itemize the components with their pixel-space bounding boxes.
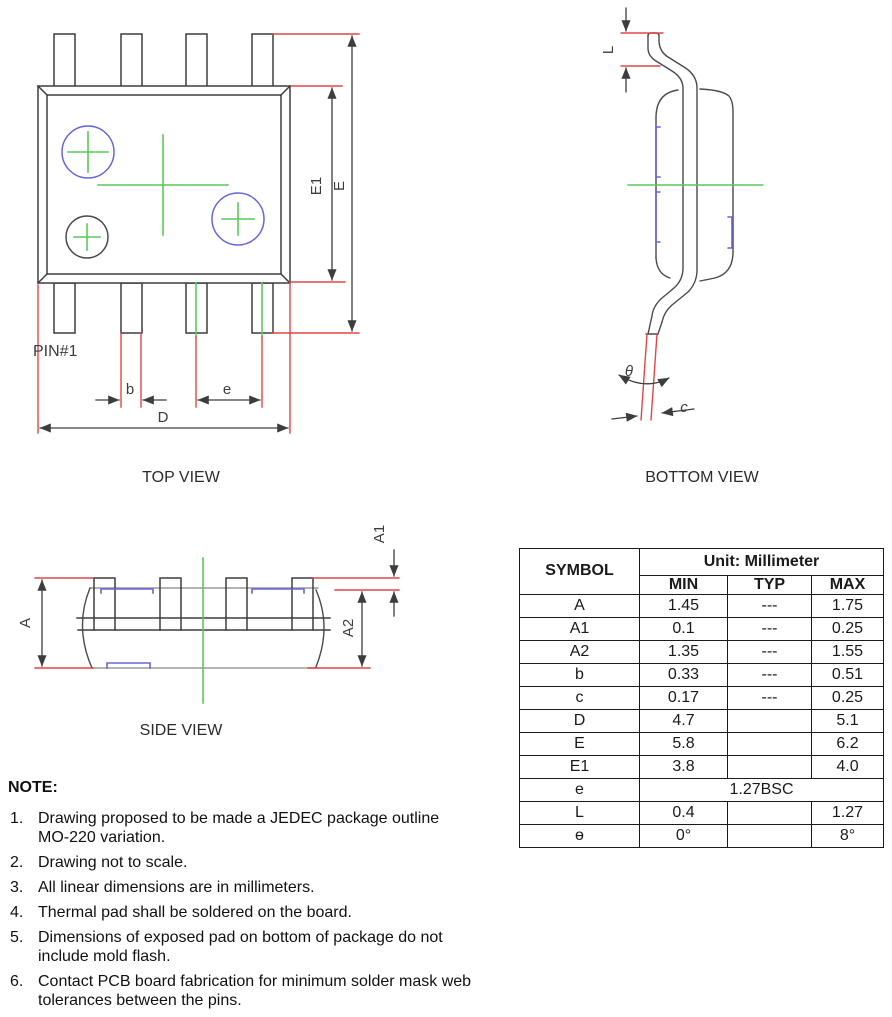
max-cell: 6.2 <box>812 733 884 756</box>
min-cell: 0° <box>640 825 728 848</box>
note-number: 2. <box>10 854 24 871</box>
min-cell: 0.17 <box>640 687 728 710</box>
note-number: 3. <box>10 879 24 896</box>
symbol-cell: e <box>520 779 640 802</box>
max-cell: 5.1 <box>812 710 884 733</box>
max-cell: 0.51 <box>812 664 884 687</box>
min-cell: 0.1 <box>640 618 728 641</box>
typ-cell <box>728 802 812 825</box>
note-item <box>8 928 473 966</box>
table-row <box>520 595 884 618</box>
note-text: Contact PCB board fabrication for minimum solder mask web tolerances between the pins. <box>38 973 472 1009</box>
min-cell: 4.7 <box>640 710 728 733</box>
min-cell: 1.35 <box>640 641 728 664</box>
table-row <box>520 664 884 687</box>
min-cell: 5.8 <box>640 733 728 756</box>
dim-label-A1: A1 <box>371 524 388 544</box>
typ-cell: --- <box>728 664 812 687</box>
typ-cell: --- <box>728 618 812 641</box>
bottom-view-drawing <box>600 8 763 420</box>
symbol-cell: A <box>520 595 640 618</box>
side-view-body-edges <box>90 588 318 668</box>
dim-label-L: L <box>600 45 617 55</box>
table-header-typ: TYP <box>728 576 812 595</box>
table-row <box>520 825 884 848</box>
symbol-cell: A2 <box>520 641 640 664</box>
max-cell: 1.55 <box>812 641 884 664</box>
top-view-pins-bottom <box>54 283 273 333</box>
table-row-e-pitch <box>520 779 884 802</box>
symbol-cell: E <box>520 733 640 756</box>
note-number: 1. <box>10 810 24 827</box>
note-text: Dimensions of exposed pad on bottom of package do not include mold flash. <box>38 929 443 965</box>
gull-wing-lead <box>646 33 697 334</box>
pitch-span-cell: 1.27BSC <box>640 779 884 802</box>
dim-label-c: c <box>680 399 688 416</box>
note-number: 4. <box>10 904 24 921</box>
max-cell: 1.75 <box>812 595 884 618</box>
top-view-pins-top <box>54 34 273 87</box>
top-view-caption: TOP VIEW <box>142 469 220 486</box>
note-number: 5. <box>10 929 24 946</box>
note-text: Thermal pad shall be soldered on the board. <box>38 904 352 921</box>
table-row <box>520 710 884 733</box>
side-view-caption: SIDE VIEW <box>139 722 223 739</box>
table-row <box>520 756 884 779</box>
note-item <box>8 853 473 872</box>
dim-label-A: A <box>17 617 34 629</box>
dim-label-A2: A2 <box>340 618 357 638</box>
dim-label-e: e <box>222 381 232 398</box>
dim-label-D: D <box>157 409 169 426</box>
typ-cell: --- <box>728 595 812 618</box>
note-item <box>8 809 473 847</box>
table-header-unit: Unit: Millimeter <box>640 549 884 576</box>
dim-label-b: b <box>125 381 135 398</box>
table-row <box>520 618 884 641</box>
symbol-cell: c <box>520 687 640 710</box>
max-cell: 0.25 <box>812 618 884 641</box>
note-item <box>8 878 473 897</box>
bottom-view-caption: BOTTOM VIEW <box>645 469 759 486</box>
dimension-table <box>519 548 884 848</box>
dim-label-E: E <box>331 180 348 192</box>
note-text: Drawing proposed to be made a JEDEC package outline MO-220 variation. <box>38 810 440 846</box>
table-row <box>520 641 884 664</box>
max-cell: 4.0 <box>812 756 884 779</box>
notes-section <box>8 779 478 1010</box>
note-text: Drawing not to scale. <box>38 854 188 871</box>
table-row <box>520 687 884 710</box>
table-header-max: MAX <box>812 576 884 595</box>
table-header-min: MIN <box>640 576 728 595</box>
side-view-drawing <box>17 525 399 703</box>
min-cell: 3.8 <box>640 756 728 779</box>
dim-label-theta: θ <box>624 363 634 380</box>
table-row <box>520 733 884 756</box>
typ-cell <box>728 825 812 848</box>
min-cell: 1.45 <box>640 595 728 618</box>
symbol-cell: L <box>520 802 640 825</box>
symbol-cell: E1 <box>520 756 640 779</box>
max-cell: 1.27 <box>812 802 884 825</box>
note-text: All linear dimensions are in millimeters. <box>38 879 315 896</box>
table-header-symbol: SYMBOL <box>520 549 640 595</box>
min-cell: 0.33 <box>640 664 728 687</box>
table-row <box>520 802 884 825</box>
typ-cell <box>728 733 812 756</box>
max-cell: 8° <box>812 825 884 848</box>
note-item <box>8 972 473 1010</box>
symbol-cell: b <box>520 664 640 687</box>
symbol-cell: A1 <box>520 618 640 641</box>
symbol-cell: ɵ <box>520 825 640 848</box>
note-number: 6. <box>10 973 24 990</box>
max-cell: 0.25 <box>812 687 884 710</box>
typ-cell <box>728 710 812 733</box>
side-view-dimension-lines <box>42 550 394 666</box>
top-view-drawing <box>33 34 359 433</box>
bottom-view-blue-marks <box>656 127 732 248</box>
typ-cell: --- <box>728 641 812 664</box>
symbol-cell: D <box>520 710 640 733</box>
note-item <box>8 903 473 922</box>
typ-cell: --- <box>728 687 812 710</box>
typ-cell <box>728 756 812 779</box>
dim-label-E1: E1 <box>308 176 325 196</box>
notes-title: NOTE: <box>8 779 58 796</box>
min-cell: 0.4 <box>640 802 728 825</box>
pin1-label: PIN#1 <box>33 343 78 360</box>
